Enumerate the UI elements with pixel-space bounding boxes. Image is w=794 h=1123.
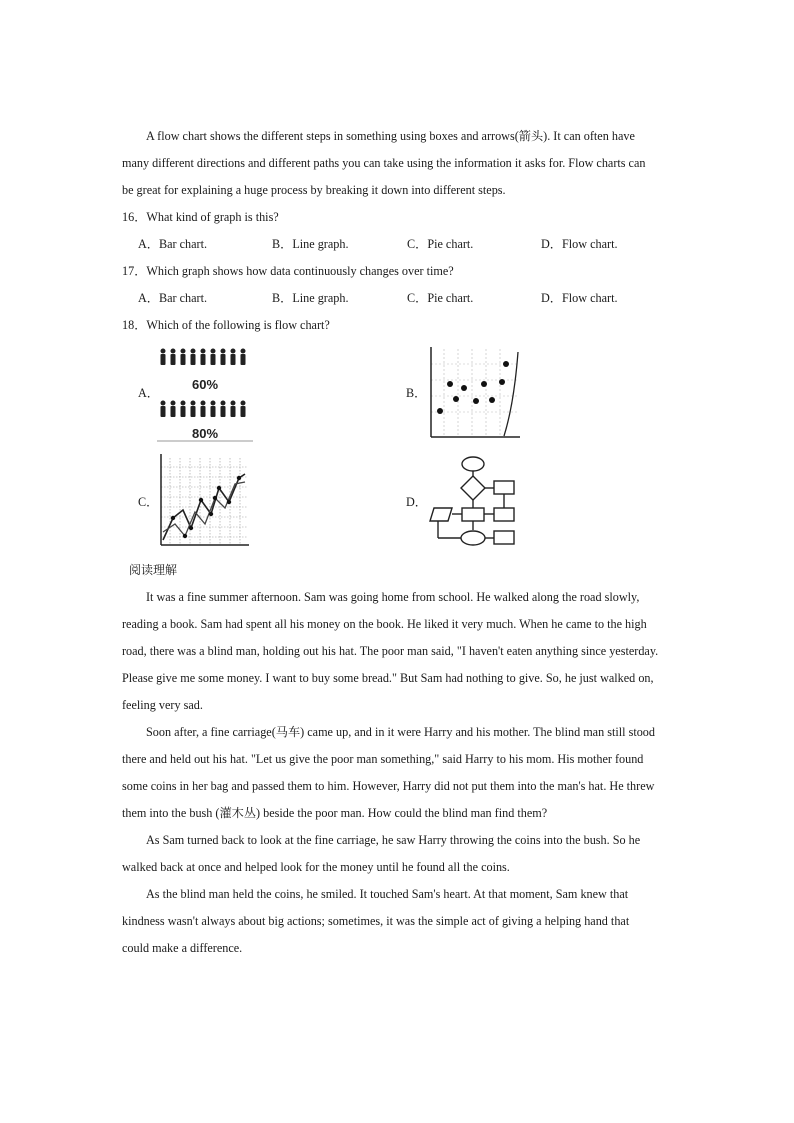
- option-d[interactable]: D．Flow chart.: [541, 291, 618, 305]
- option-a[interactable]: A．Bar chart.: [138, 291, 208, 305]
- passage-line: As Sam turned back to look at the fine carriage, he saw Harry throwing the coins into the bush. So he: [146, 833, 641, 847]
- flow-io: [430, 508, 452, 521]
- person-icon: [211, 349, 216, 366]
- person-icon: [191, 401, 196, 418]
- pictograph-label-80: 80%: [191, 426, 219, 441]
- passage-line: Please give me some money. I want to buy some bread." But Sam had nothing to give. So, he just walked on,: [122, 671, 654, 685]
- person-icon: [161, 401, 166, 418]
- option-b[interactable]: B．Line graph.: [272, 291, 349, 305]
- person-icon: [171, 349, 176, 366]
- flow-process-right-2: [494, 508, 514, 521]
- option-c[interactable]: C．Pie chart.: [407, 291, 474, 305]
- intro-line: many different directions and different paths you can take using the information it asks for. Flow charts can: [122, 156, 646, 170]
- scatter-point: [489, 397, 495, 403]
- section-title: 阅读理解: [129, 563, 178, 577]
- scatter-point: [447, 381, 453, 387]
- flow-process-bottom: [494, 531, 514, 544]
- person-icon: [201, 401, 206, 418]
- passage-line: kindness wasn't always about big actions; sometimes, it was the simple act of giving a helping hand that: [122, 914, 630, 928]
- question-18-stem: 18．Which of the following is flow chart?: [122, 318, 330, 332]
- scatter-plot-image: [426, 344, 522, 440]
- flow-chart-figure[interactable]: [428, 452, 520, 548]
- question-17-options: [138, 290, 658, 306]
- flow-chart-image: [428, 452, 520, 548]
- flow-terminal-end: [461, 531, 485, 545]
- pictograph-image: [157, 346, 253, 442]
- scatter-point: [481, 381, 487, 387]
- passage-line: As the blind man held the coins, he smiled. It touched Sam's heart. At that moment, Sam knew that: [146, 887, 629, 901]
- option-b[interactable]: B．Line graph.: [272, 237, 349, 251]
- scatter-point: [473, 398, 479, 404]
- flow-terminal-start: [462, 457, 484, 471]
- person-icon: [241, 349, 246, 366]
- passage-line: there and held out his hat. "Let us give the poor man something," said Harry to his mom. His mother found: [122, 752, 644, 766]
- image-option-b-label[interactable]: B．: [406, 386, 427, 400]
- option-c[interactable]: C．Pie chart.: [407, 237, 474, 251]
- line-graph-image: [155, 452, 251, 548]
- person-icon: [241, 401, 246, 418]
- option-d[interactable]: D．Flow chart.: [541, 237, 618, 251]
- option-a[interactable]: A．Bar chart.: [138, 237, 208, 251]
- passage-line: could make a difference.: [122, 941, 243, 955]
- scatter-point: [499, 379, 505, 385]
- flow-process-middle: [462, 508, 484, 521]
- flow-decision: [461, 476, 485, 500]
- passage-line: It was a fine summer afternoon. Sam was going home from school. He walked along the road slowly,: [146, 590, 640, 604]
- pictograph-label-60: 60%: [191, 377, 219, 392]
- flow-process-right: [494, 481, 514, 494]
- question-16-options: [138, 236, 658, 252]
- passage-line: Soon after, a fine carriage(马车) came up, and in it were Harry and his mother. The blind man still stood: [146, 725, 655, 739]
- pictograph-figure[interactable]: [157, 346, 253, 442]
- person-icon: [211, 401, 216, 418]
- passage-line: road, there was a blind man, holding out his hat. The poor man said, "I haven't eaten anything since yesterday.: [122, 644, 659, 658]
- person-icon: [181, 401, 186, 418]
- scatter-point: [453, 396, 459, 402]
- person-icon: [161, 349, 166, 366]
- image-option-d-label[interactable]: D．: [406, 495, 427, 509]
- scatter-point: [503, 361, 509, 367]
- person-icon: [231, 349, 236, 366]
- line-series-2: [163, 482, 245, 536]
- intro-line: A flow chart shows the different steps in something using boxes and arrows(箭头). It can often have: [146, 129, 635, 143]
- person-icon: [221, 349, 226, 366]
- question-16-stem: 16．What kind of graph is this?: [122, 210, 279, 224]
- passage-line: them into the bush (灌木丛) beside the poor man. How could the blind man find them?: [122, 806, 548, 820]
- person-icon: [231, 401, 236, 418]
- line-graph-figure[interactable]: [155, 452, 251, 548]
- intro-line: be great for explaining a huge process by breaking it down into different steps.: [122, 183, 506, 197]
- passage-line: some coins in her bag and passed them to him. However, Harry did not put them into the man's hat. He threw: [122, 779, 655, 793]
- scatter-point: [437, 408, 443, 414]
- passage-line: feeling very sad.: [122, 698, 203, 712]
- image-option-c-label[interactable]: C．: [138, 495, 159, 509]
- passage-line: walked back at once and helped look for the money until he found all the coins.: [122, 860, 510, 874]
- passage-line: reading a book. Sam had spent all his money on the book. He liked it very much. When he came to the high: [122, 617, 647, 631]
- person-icon: [221, 401, 226, 418]
- scatter-plot-figure[interactable]: [426, 344, 522, 440]
- question-17-stem: 17．Which graph shows how data continuously changes over time?: [122, 264, 454, 278]
- person-icon: [201, 349, 206, 366]
- person-icon: [171, 401, 176, 418]
- scatter-point: [461, 385, 467, 391]
- person-icon: [181, 349, 186, 366]
- image-option-a-label[interactable]: A．: [138, 386, 159, 400]
- person-icon: [191, 349, 196, 366]
